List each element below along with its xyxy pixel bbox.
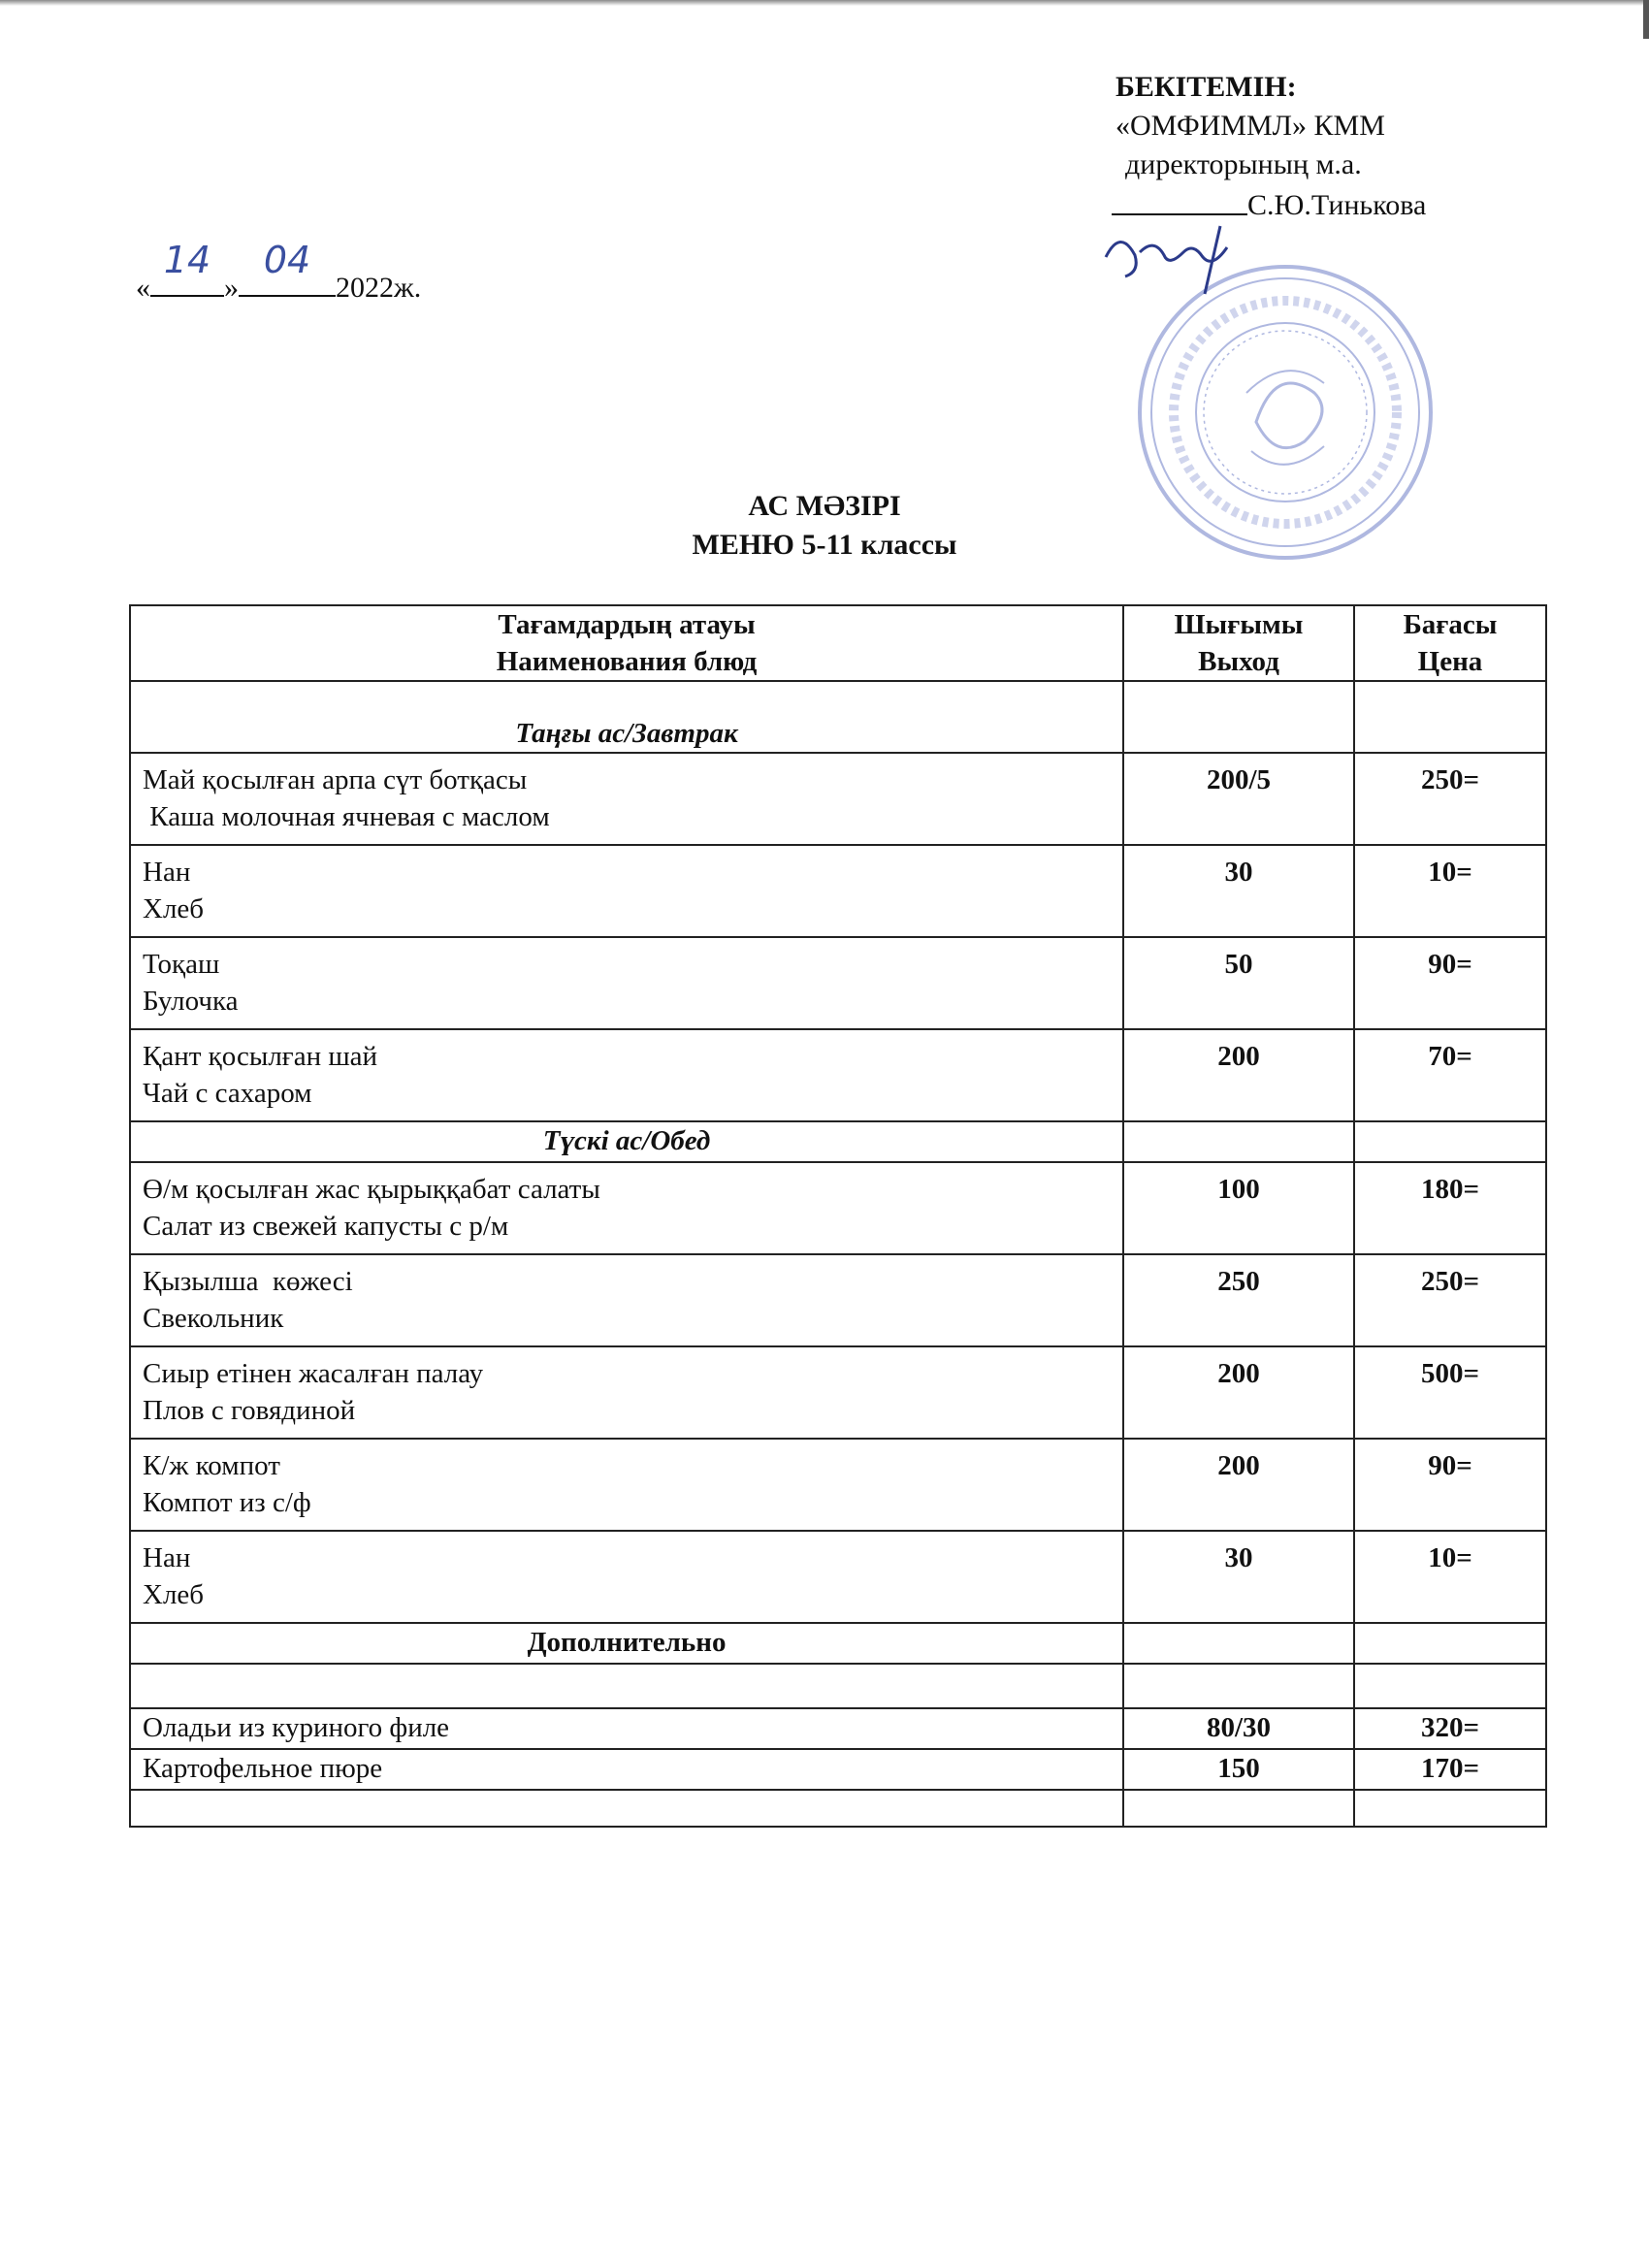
empty-cell bbox=[1354, 1790, 1546, 1827]
dish-name-kz: Тоқаш bbox=[143, 949, 220, 980]
dish-name-kz: Нан bbox=[143, 857, 191, 888]
dish-name-kz: Сиыр етінен жасалған палау bbox=[143, 1358, 484, 1389]
dish-name-cell bbox=[130, 845, 1123, 937]
empty-cell bbox=[1354, 681, 1546, 753]
dish-yield: 200 bbox=[1123, 1439, 1354, 1531]
dish-price: 250= bbox=[1354, 753, 1546, 845]
date-year: 2022ж. bbox=[336, 272, 422, 304]
dish-price: 320= bbox=[1354, 1708, 1546, 1749]
section-row-breakfast bbox=[130, 681, 1546, 753]
date-month-handwritten: 04 bbox=[263, 239, 311, 281]
date-day-field bbox=[150, 239, 224, 297]
menu-heading bbox=[0, 487, 1649, 565]
dish-name-cell bbox=[130, 1162, 1123, 1254]
dish-name-cell bbox=[130, 1254, 1123, 1346]
table-row bbox=[130, 1029, 1546, 1121]
dish-name: Картофельное пюре bbox=[130, 1749, 1123, 1790]
date-open-quote: « bbox=[136, 272, 150, 304]
dish-price: 90= bbox=[1354, 1439, 1546, 1531]
header-yield-kz: Шығымы bbox=[1174, 609, 1304, 640]
table-row bbox=[130, 845, 1546, 937]
empty-cell bbox=[1354, 1121, 1546, 1162]
table-row bbox=[130, 1749, 1546, 1790]
header-dish-name-kz: Тағамдардың атауы bbox=[498, 609, 756, 640]
dish-yield: 250 bbox=[1123, 1254, 1354, 1346]
dish-name-ru: Булочка bbox=[143, 986, 239, 1017]
dish-price: 500= bbox=[1354, 1346, 1546, 1439]
document-date bbox=[136, 239, 422, 308]
signature-line bbox=[1112, 213, 1247, 215]
handwritten-signature bbox=[1096, 218, 1242, 296]
dish-name-ru: Свекольник bbox=[143, 1303, 284, 1334]
header-price bbox=[1354, 605, 1546, 681]
signatory-name: С.Ю.Тинькова bbox=[1247, 189, 1427, 221]
table-row bbox=[130, 937, 1546, 1029]
dish-price: 250= bbox=[1354, 1254, 1546, 1346]
dish-name-kz: Ө/м қосылған жас қырыққабат салаты bbox=[143, 1174, 600, 1205]
dish-name-ru: Хлеб bbox=[143, 1579, 205, 1610]
header-yield bbox=[1123, 605, 1354, 681]
date-month-field bbox=[239, 239, 336, 297]
dish-name-kz: К/ж компот bbox=[143, 1450, 280, 1481]
approval-organization: «ОМФИММЛ» КММ bbox=[1116, 110, 1385, 142]
table-row bbox=[130, 1162, 1546, 1254]
header-yield-ru: Выход bbox=[1198, 646, 1279, 677]
dish-name: Оладьи из куриного филе bbox=[130, 1708, 1123, 1749]
dish-yield: 200 bbox=[1123, 1029, 1354, 1121]
dish-name-kz: Нан bbox=[143, 1542, 191, 1573]
empty-cell bbox=[1354, 1664, 1546, 1708]
table-row bbox=[130, 1346, 1546, 1439]
table-row bbox=[130, 1531, 1546, 1623]
dish-name-cell bbox=[130, 1346, 1123, 1439]
dish-name-kz: Қызылша көжесі bbox=[143, 1266, 353, 1297]
dish-yield: 30 bbox=[1123, 845, 1354, 937]
dish-name-cell bbox=[130, 1439, 1123, 1531]
dish-name-ru: Плов с говядиной bbox=[143, 1395, 356, 1426]
approval-block bbox=[1116, 68, 1620, 227]
scan-top-edge bbox=[0, 0, 1649, 6]
scan-right-edge bbox=[1643, 0, 1649, 39]
dish-name-kz: Май қосылған арпа сүт ботқасы bbox=[143, 764, 528, 795]
table-row bbox=[130, 1254, 1546, 1346]
dish-name-kz: Қант қосылған шай bbox=[143, 1041, 378, 1072]
dish-yield: 150 bbox=[1123, 1749, 1354, 1790]
dish-price: 70= bbox=[1354, 1029, 1546, 1121]
dish-yield: 100 bbox=[1123, 1162, 1354, 1254]
dish-name-cell bbox=[130, 1029, 1123, 1121]
empty-cell bbox=[1123, 1623, 1354, 1664]
section-row-lunch bbox=[130, 1121, 1546, 1162]
table-row bbox=[130, 753, 1546, 845]
table-row bbox=[130, 1439, 1546, 1531]
dish-name-ru: Салат из свежей капусты с р/м bbox=[143, 1211, 509, 1242]
empty-cell bbox=[1123, 1664, 1354, 1708]
dish-price: 10= bbox=[1354, 845, 1546, 937]
dish-yield: 50 bbox=[1123, 937, 1354, 1029]
dish-yield: 200/5 bbox=[1123, 753, 1354, 845]
section-title: Таңғы ас/Завтрак bbox=[130, 681, 1123, 753]
dish-name-cell bbox=[130, 753, 1123, 845]
table-row-empty bbox=[130, 1790, 1546, 1827]
empty-cell bbox=[1354, 1623, 1546, 1664]
empty-cell bbox=[1123, 681, 1354, 753]
dish-name-cell bbox=[130, 1531, 1123, 1623]
header-price-kz: Бағасы bbox=[1403, 609, 1498, 640]
menu-heading-ru: МЕНЮ 5-11 классы bbox=[692, 529, 957, 561]
dish-name-ru: Хлеб bbox=[143, 893, 205, 924]
menu-heading-kz: АС МӘЗІРІ bbox=[748, 490, 901, 522]
header-price-ru: Цена bbox=[1417, 646, 1483, 677]
header-dish-name-ru: Наименования блюд bbox=[496, 646, 758, 677]
empty-cell bbox=[1123, 1790, 1354, 1827]
dish-name-cell bbox=[130, 937, 1123, 1029]
empty-cell bbox=[130, 1664, 1123, 1708]
dish-name-ru: Компот из с/ф bbox=[143, 1487, 311, 1518]
section-row-additional bbox=[130, 1623, 1546, 1664]
dish-yield: 80/30 bbox=[1123, 1708, 1354, 1749]
table-row bbox=[130, 1708, 1546, 1749]
approval-role: директорының м.а. bbox=[1125, 148, 1362, 180]
dish-price: 180= bbox=[1354, 1162, 1546, 1254]
dish-name-ru: Чай с сахаром bbox=[143, 1078, 312, 1109]
approval-title: БЕКІТЕМІН: bbox=[1116, 71, 1297, 103]
dish-yield: 30 bbox=[1123, 1531, 1354, 1623]
section-title: Дополнительно bbox=[130, 1623, 1123, 1664]
dish-price: 170= bbox=[1354, 1749, 1546, 1790]
dish-yield: 200 bbox=[1123, 1346, 1354, 1439]
dish-price: 10= bbox=[1354, 1531, 1546, 1623]
table-header-row bbox=[130, 605, 1546, 681]
table-row-empty bbox=[130, 1664, 1546, 1708]
empty-cell bbox=[1123, 1121, 1354, 1162]
dish-price: 90= bbox=[1354, 937, 1546, 1029]
header-dish-name bbox=[130, 605, 1123, 681]
section-title: Түскі ас/Обед bbox=[130, 1121, 1123, 1162]
menu-table bbox=[129, 604, 1547, 1828]
dish-name-ru: Каша молочная ячневая с маслом bbox=[143, 801, 550, 832]
date-close-quote: » bbox=[224, 272, 239, 304]
date-day-handwritten: 14 bbox=[163, 239, 211, 281]
empty-cell bbox=[130, 1790, 1123, 1827]
